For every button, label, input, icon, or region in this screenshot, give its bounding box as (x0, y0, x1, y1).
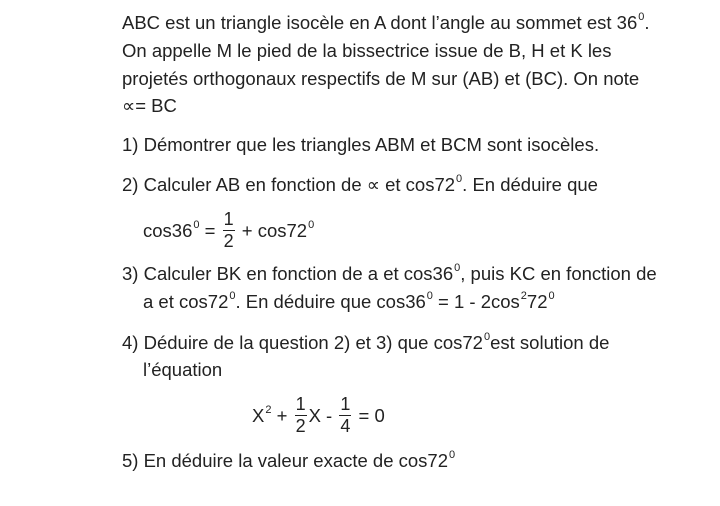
eq-text: = (199, 219, 221, 241)
fraction-numerator: 1 (223, 209, 234, 229)
intro-line-1 (122, 12, 650, 37)
squared-superscript: 2 (265, 403, 272, 416)
eq-text: cos36 (143, 219, 193, 241)
question-2-line-1 (122, 174, 598, 199)
q2-text: . En déduire que (462, 174, 598, 195)
squared-superscript: 2 (520, 290, 527, 302)
degree-superscript: 0 (449, 449, 456, 461)
question-3-line-2 (143, 291, 555, 316)
q2-text: 2) Calculer AB en fonction de ∝ et cos72 (122, 174, 456, 195)
eq-text: = 0 (353, 404, 385, 426)
question-2-equation (143, 209, 315, 252)
question-5 (122, 450, 455, 475)
degree-superscript: 0 (548, 290, 555, 302)
q3-text: 72 (526, 291, 548, 312)
q3-text: a et cos72 (143, 291, 229, 312)
intro-line-2: On appelle M le pied de la bissectrice issue de B, H et K les (122, 40, 612, 61)
eq-text: X - (308, 404, 338, 426)
degree-superscript: 0 (426, 290, 433, 302)
question-1: 1) Démontrer que les triangles ABM et BCM sont isocèles. (122, 134, 600, 155)
fraction-denominator: 2 (223, 231, 234, 251)
intro-text: . (644, 12, 650, 33)
fraction-one-half (295, 395, 307, 435)
fraction-one-quarter (339, 395, 351, 435)
degree-superscript: 0 (193, 218, 200, 231)
degree-superscript: 0 (483, 331, 491, 343)
question-4-line-2: l’équation (143, 359, 223, 380)
fraction-numerator: 1 (340, 394, 351, 414)
eq-text: X (252, 404, 265, 426)
fraction-denominator: 2 (295, 416, 306, 436)
question-4-line-1 (122, 332, 609, 357)
eq-text: + (271, 404, 293, 426)
q4-text: est solution de (490, 332, 610, 353)
degree-superscript: 0 (229, 290, 236, 302)
q3-text: , puis KC en fonction de (460, 263, 657, 284)
intro-line-3: projetés orthogonaux respectifs de M sur (AB) et (BC). On note (122, 68, 640, 89)
intro-line-4: ∝= BC (122, 95, 177, 116)
q5-text: 5) En déduire la valeur exacte de cos72 (122, 450, 449, 471)
fraction-numerator: 1 (295, 394, 306, 414)
q3-text: 3) Calculer BK en fonction de a et cos36 (122, 263, 454, 284)
eq-text: + cos72 (236, 219, 308, 241)
degree-superscript: 0 (456, 173, 463, 185)
quadratic-equation (252, 394, 385, 437)
degree-superscript: 0 (638, 11, 645, 23)
q3-text: = 1 - 2cos (432, 291, 520, 312)
intro-text: ABC est un triangle isocèle en A dont l’angle au sommet est 36 (122, 12, 638, 33)
fraction-one-half (223, 210, 235, 250)
fraction-denominator: 4 (340, 416, 351, 436)
question-3-line-1 (122, 263, 657, 288)
q3-text: . En déduire que cos36 (235, 291, 426, 312)
degree-superscript: 0 (454, 262, 461, 274)
q4-text: 4) Déduire de la question 2) et 3) que cos72 (122, 332, 483, 353)
degree-superscript: 0 (308, 218, 315, 231)
